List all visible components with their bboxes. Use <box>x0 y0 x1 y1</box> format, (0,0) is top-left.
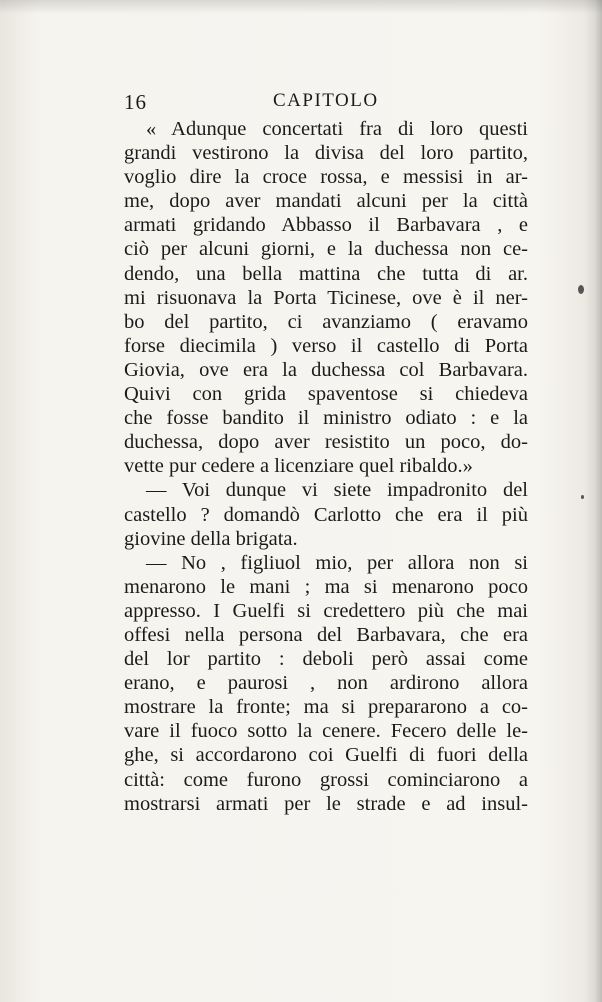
text-line: Quivi con grida spaventose si chiedeva <box>124 383 528 406</box>
text-line: mi risuonava la Porta Ticinese, ove è il ner- <box>124 286 528 309</box>
text-line: Giovia, ove era la duchessa col Barbavara. <box>124 358 528 381</box>
text-line: ghe, si accordarono coi Guelfi di fuori della <box>124 744 528 767</box>
text-line: grandi vestirono la divisa del loro partito, <box>124 142 528 165</box>
running-header <box>124 90 528 116</box>
chapter-title: CAPITOLO <box>273 90 379 111</box>
text-line: mostrare la fronte; ma si prepararono a co- <box>124 696 528 719</box>
scan-shadow-right <box>584 0 602 1002</box>
text-line: voglio dire la croce rossa, e messisi in ar- <box>124 166 528 189</box>
text-line: erano, e paurosi , non ardirono allora <box>124 672 528 695</box>
text-line: duchessa, dopo aver resistito un poco, do- <box>124 431 528 454</box>
text-line: — No , figliuol mio, per allora non si <box>146 551 528 574</box>
scan-speck <box>581 495 584 499</box>
text-line: ciò per alcuni giorni, e la duchessa non ce- <box>124 238 528 261</box>
text-line: « Adunque concertati fra di loro questi <box>146 118 528 140</box>
text-line: menarono le mani ; ma si menarono poco <box>124 575 528 598</box>
text-line: città: come furono grossi cominciarono a <box>124 768 528 791</box>
text-line: che fosse bandito il ministro odiato : e la <box>124 407 528 430</box>
text-line: del lor partito : deboli però assai come <box>124 648 528 671</box>
text-line: vare il fuoco sotto la cenere. Fecero delle le- <box>124 720 528 743</box>
page-number: 16 <box>124 90 147 114</box>
text-line: giovine della brigata. <box>124 527 298 550</box>
text-line: — Voi dunque vi siete impadronito del <box>146 479 528 502</box>
text-line: vette pur cedere a licenziare quel ribaldo.» <box>124 455 473 478</box>
text-line: appresso. I Guelfi si credettero più che mai <box>124 599 528 622</box>
text-line: armati gridando Abbasso il Barbavara , e <box>124 214 528 237</box>
text-line: offesi nella persona del Barbavara, che era <box>124 623 528 646</box>
text-line: me, dopo aver mandati alcuni per la città <box>124 190 528 213</box>
body-text <box>124 117 528 816</box>
text-line: dendo, una bella mattina che tutta di ar. <box>124 262 528 285</box>
text-line: mostrarsi armati per le strade e ad insul- <box>124 792 528 815</box>
scan-speck <box>578 285 584 294</box>
text-line: bo del partito, ci avanziamo ( eravamo <box>124 310 528 333</box>
scan-shadow-top <box>0 0 602 14</box>
text-line: forse diecimila ) verso il castello di Porta <box>124 334 528 357</box>
text-line: castello ? domandò Carlotto che era il più <box>124 503 528 526</box>
